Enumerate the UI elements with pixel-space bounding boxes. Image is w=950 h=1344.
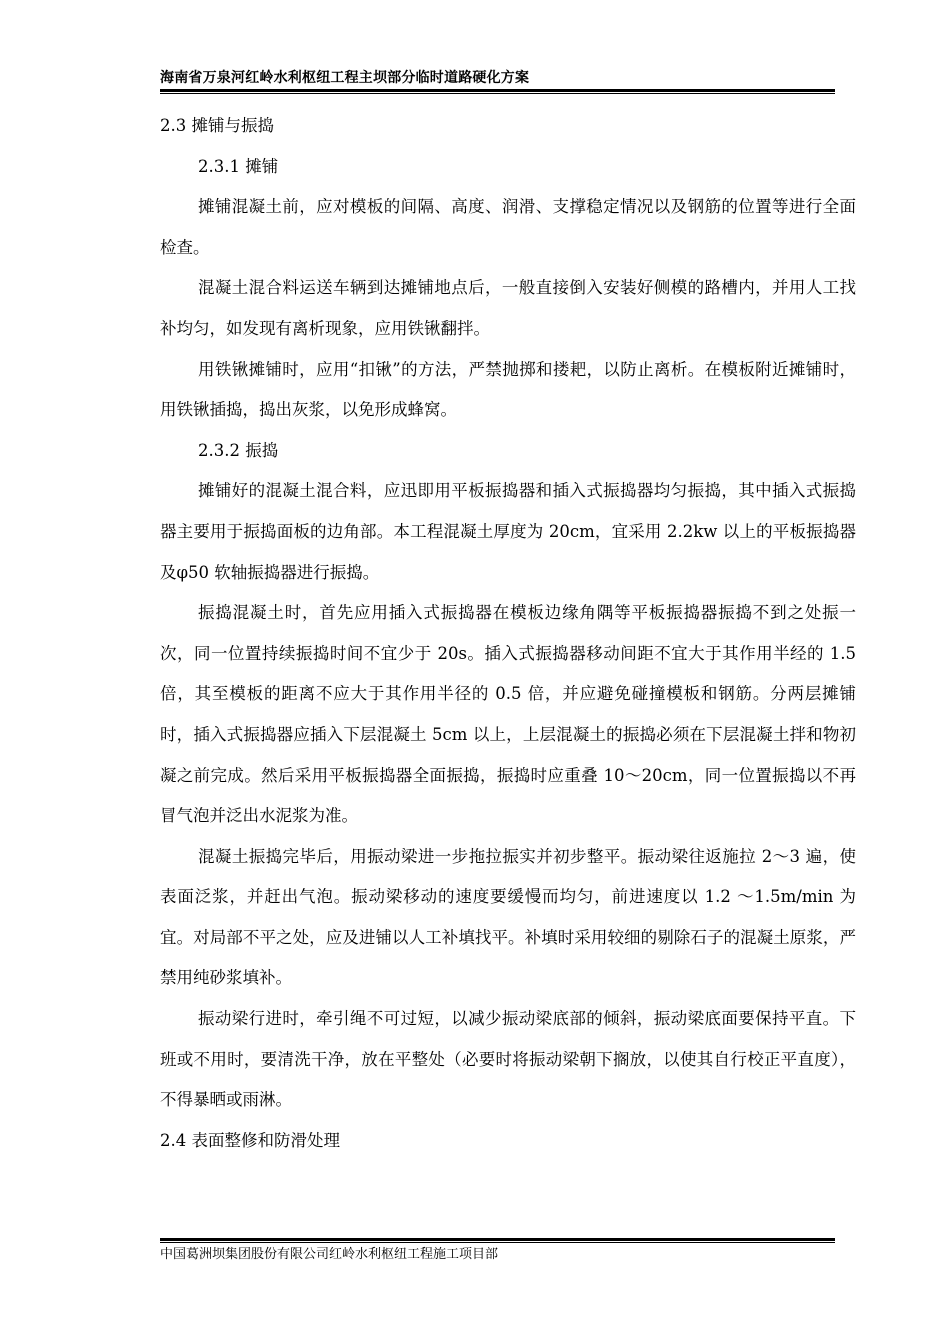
- paragraph-6: 混凝土振捣完毕后，用振动梁进一步拖拉振实并初步整平。振动梁往返施拉 2～3 遍，使表面泛浆，并赶出气泡。振动梁移动的速度要缓慢而均匀，前进速度以 1.2 ～1.5m/min 为宜。对局部不平之处，应及进铺以人工补填找平。补填时采用较细的剔除石子的混凝土原浆，严禁用纯砂浆填补。: [160, 846, 856, 988]
- section-heading-2-3: 2.3 摊铺与振捣: [160, 116, 274, 135]
- header-rule-thick: [160, 89, 835, 92]
- page-footer: [160, 1238, 835, 1266]
- paragraph-5: 振捣混凝土时，首先应用插入式振捣器在模板边缘角隅等平板振捣器振捣不到之处振一次，同一位置持续振捣时间不宜少于 20s。插入式振捣器移动间距不宜大于其作用半经的 1.5 倍，其至模板的距离不应大于其作用半径的 0.5 倍，并应避免碰撞模板和钢筋。分两层摊铺时，插入式振捣器应插入下层混凝土 5cm 以上，上层混凝土的振捣必须在下层混凝土拌和物初凝之前完成。然后采用平板振捣器全面振捣，振捣时应重叠 10～20cm，同一位置振捣以不再冒气泡并泛出水泥浆为准。: [160, 603, 856, 826]
- footer-rule-thick: [160, 1238, 835, 1241]
- paragraph-1: 摊铺混凝土前，应对模板的间隔、高度、润滑、支撑稳定情况以及钢筋的位置等进行全面检查。: [160, 197, 856, 257]
- section-heading-2-3-2: 2.3.2 振捣: [198, 440, 279, 460]
- paragraph-3: 用铁锹摊铺时，应用“扣锹”的方法，严禁抛掷和搂耙，以防止离析。在模板附近摊铺时，用铁锹插捣，捣出灰浆，以免形成蜂窝。: [160, 359, 856, 420]
- paragraph-7: 振动梁行进时，牵引绳不可过短，以减少振动梁底部的倾斜，振动梁底面要保持平直。下班或不用时，要清洗干净，放在平整处（必要时将振动梁朝下搁放，以使其自行校正平直度），不得暴晒或雨淋。: [160, 1009, 856, 1110]
- paragraph-2: 混凝土混合料运送车辆到达摊铺地点后，一般直接倒入安装好侧模的路槽内，并用人工找补均匀，如发现有离析现象，应用铁锹翻拌。: [160, 278, 856, 338]
- section-heading-2-3-1: 2.3.1 摊铺: [198, 156, 279, 176]
- page-header: [160, 68, 835, 94]
- footer-rule-thin: [160, 1242, 835, 1243]
- section-heading-2-4: 2.4 表面整修和防滑处理: [160, 1130, 340, 1150]
- header-title: 海南省万泉河红岭水利枢纽工程主坝部分临时道路硬化方案: [160, 70, 530, 86]
- document-body: [160, 106, 856, 1161]
- footer-text: 中国葛洲坝集团股份有限公司红岭水利枢纽工程施工项目部: [160, 1247, 499, 1262]
- paragraph-4: 摊铺好的混凝土混合料，应迅即用平板振捣器和插入式振捣器均匀振捣，其中插入式振捣器主要用于振捣面板的边角部。本工程混凝土厚度为 20cm，宜采用 2.2kw 以上的平板振捣器及φ50 软轴振捣器进行振捣。: [160, 481, 856, 582]
- header-rule-thin: [160, 93, 835, 94]
